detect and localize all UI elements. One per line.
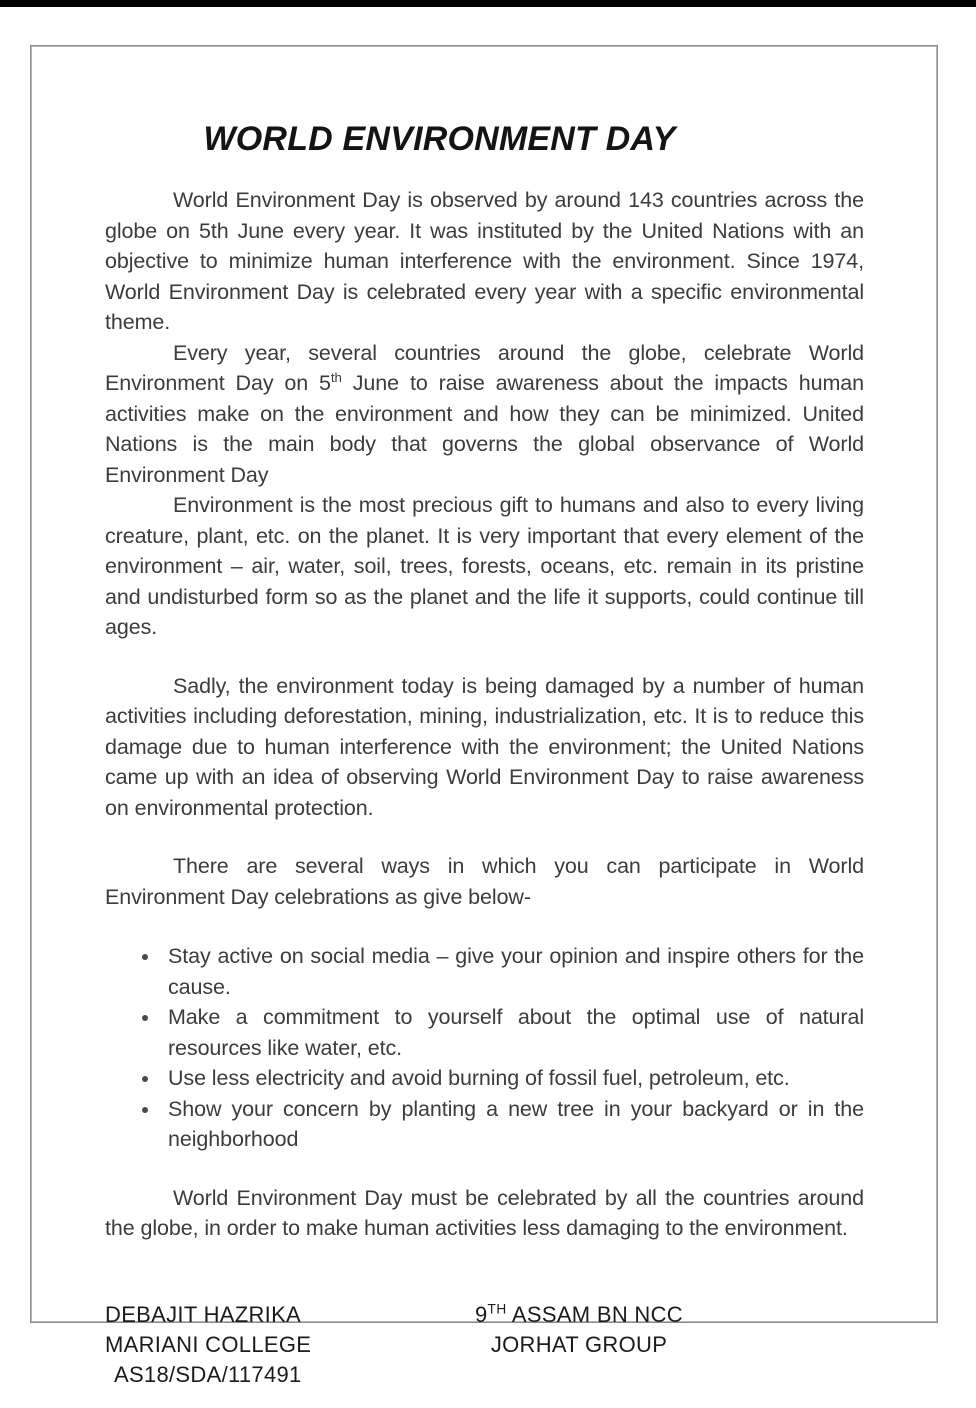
signature-unit-number: 9: [475, 1301, 488, 1327]
bullet-dot-icon: [142, 1076, 148, 1082]
signature-block: [105, 1300, 864, 1408]
bullet-dot-icon: [142, 954, 148, 960]
paragraph-sadly-damage: Sadly, the environment today is being damaged by a number of human activities including deforestation, mining, industrialization, etc. It is to reduce this damage due to human interference with the environment; the United Nations came up with an idea of observing World Environment Day to raise awareness on environmental protection.: [105, 673, 864, 820]
ordinal-superscript-th: TH: [487, 1301, 507, 1317]
signature-id-number: AS18/SDA/117491: [114, 1361, 302, 1387]
signature-author-name: DEBAJIT HAZRIKA: [105, 1301, 302, 1327]
signature-right-column: [475, 1300, 683, 1360]
paragraph-every-year-part1: Every year, several countries around the globe, celebrate World Environment Day on 5: [105, 340, 864, 395]
participation-bullet-list: [105, 941, 864, 1155]
list-item-label: Make a commitment to yourself about the optimal use of natural resources like water, etc.: [168, 1005, 864, 1060]
list-item: [105, 941, 864, 1002]
signature-unit-rest: ASSAM BN NCC: [506, 1301, 683, 1327]
paragraph-environment-gift: Environment is the most precious gift to humans and also to every living creature, plant, etc. on the planet. It is very important that every element of the environment – air, water, soil, trees, forests, oceans, etc. remain in its pristine and undisturbed form so as the planet and the life it supports, could continue till ages.: [105, 493, 864, 639]
paragraph-intro: World Environment Day is observed by around 143 countries across the globe on 5th June every year. It was instituted by the United Nations with an objective to minimize human interference with the environment. Since 1974, World Environment Day is celebrated every year with a specific environmental theme.: [105, 188, 864, 334]
list-item: [105, 1094, 864, 1155]
list-item-label: Use less electricity and avoid burning of fossil fuel, petroleum, etc.: [168, 1066, 790, 1090]
paragraph-every-year: [105, 338, 864, 491]
list-item: [105, 1063, 864, 1094]
ordinal-superscript-th: th: [330, 369, 342, 385]
paragraph-conclusion: World Environment Day must be celebrated by all the countries around the globe, in order to make human activities less damaging to the environment.: [105, 1185, 864, 1240]
signature-institution: MARIANI COLLEGE: [105, 1331, 312, 1357]
list-item-label: Stay active on social media – give your opinion and inspire others for the cause.: [168, 944, 864, 999]
signature-group-name: JORHAT GROUP: [490, 1331, 668, 1357]
paragraph-ways-to-participate: There are several ways in which you can participate in World Environment Day celebrations as give below-: [105, 854, 864, 909]
bullet-dot-icon: [142, 1015, 148, 1021]
page-title: WORLD ENVIRONMENT DAY: [203, 120, 676, 158]
list-item: [105, 1002, 864, 1063]
document-body: [105, 45, 864, 1408]
bullet-dot-icon: [142, 1107, 148, 1113]
signature-left-column: [105, 1300, 311, 1390]
signature-unit-name: [475, 1300, 683, 1330]
scan-top-black-bar: [0, 0, 976, 7]
list-item-label: Show your concern by planting a new tree in your backyard or in the neighborhood: [168, 1096, 864, 1151]
paragraph-every-year-part2: June to raise awareness about the impacts human activities make on the environment and how they can be minimized. United Nations is the main body that governs the global observance of World Environment Day: [105, 371, 864, 487]
